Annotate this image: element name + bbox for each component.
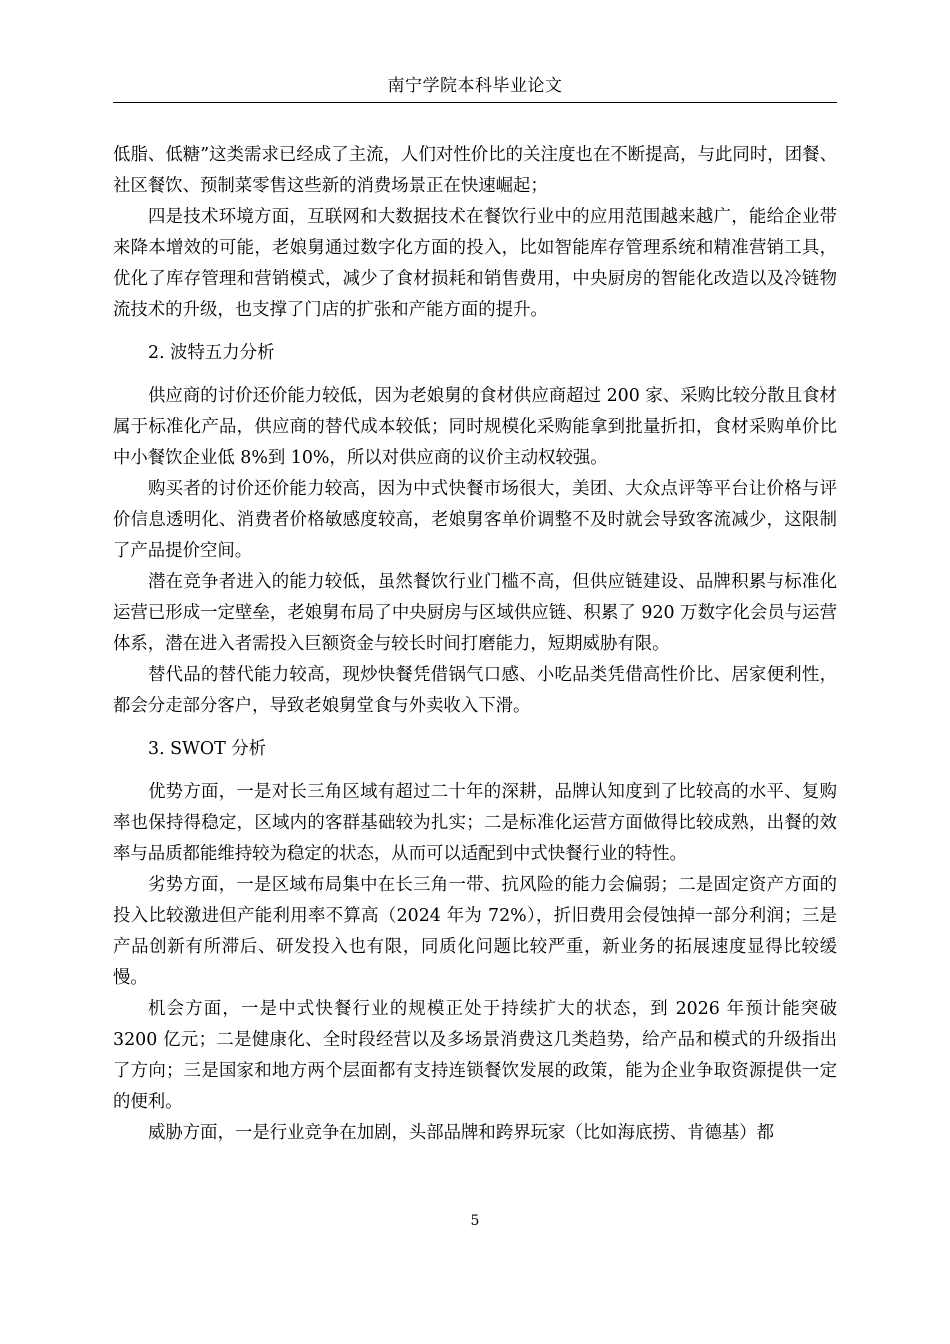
paragraph-continued: 低脂、低糖”这类需求已经成了主流，人们对性价比的关注度也在不断提高，与此同时，团餐、社区餐饮、预制菜零售这些新的消费场景正在快速崛起； [113,145,837,196]
page-number: 5 [470,1213,480,1229]
section-heading-porter-five-forces: 2. 波特五力分析 [148,343,275,363]
paragraph-new-entrants: 潜在竞争者进入的能力较低，虽然餐饮行业门槛不高，但供应链建设、品牌积累与标准化运营已形成一定壁垒，老娘舅布局了中央厨房与区域供应链、积累了 920 万数字化会员与运营体系，潜在进入者需投入巨额资金与较长时间打磨能力，短期威胁有限。 [113,572,837,654]
paragraph-technology-environment: 四是技术环境方面，互联网和大数据技术在餐饮行业中的应用范围越来越广，能给企业带来降本增效的可能，老娘舅通过数字化方面的投入，比如智能库存管理系统和精准营销工具，优化了库存管理和营销模式，减少了食材损耗和销售费用，中央厨房的智能化改造以及冷链物流技术的升级，也支撑了门店的扩张和产能方面的提升。 [113,207,837,320]
header-divider [113,102,837,103]
page-header-title: 南宁学院本科毕业论文 [387,76,563,96]
paragraph-threats: 威胁方面，一是行业竞争在加剧，头部品牌和跨界玩家（比如海底捞、肯德基）都 [148,1123,775,1143]
paragraph-buyer-power: 购买者的讨价还价能力较高，因为中式快餐市场很大，美团、大众点评等平台让价格与评价信息透明化、消费者价格敏感度较高，老娘舅客单价调整不及时就会导致客流减少，这限制了产品提价空间。 [113,479,837,561]
body-text [113,140,837,1149]
paragraph-weaknesses: 劣势方面，一是区域布局集中在长三角一带、抗风险的能力会偏弱；二是固定资产方面的投入比较激进但产能利用率不算高（2024 年为 72%），折旧费用会侵蚀掉一部分利润；三是产品创新有所滞后、研发投入也有限，同质化问题比较严重，新业务的拓展速度显得比较缓慢。 [113,875,837,988]
paragraph-supplier-power: 供应商的讨价还价能力较低，因为老娘舅的食材供应商超过 200 家、采购比较分散且食材属于标准化产品，供应商的替代成本较低；同时规模化采购能拿到批量折扣，食材采购单价比中小餐饮企业低 8%到 10%，所以对供应商的议价主动权较强。 [113,386,837,468]
paragraph-strengths: 优势方面，一是对长三角区域有超过二十年的深耕，品牌认知度到了比较高的水平、复购率也保持得稳定，区域内的客群基础较为扎实；二是标准化运营方面做得比较成熟，出餐的效率与品质都能维持较为稳定的状态，从而可以适配到中式快餐行业的特性。 [113,782,837,864]
section-heading-swot: 3. SWOT 分析 [148,739,267,759]
paragraph-opportunities: 机会方面，一是中式快餐行业的规模正处于持续扩大的状态，到 2026 年预计能突破 3200 亿元；二是健康化、全时段经营以及多场景消费这几类趋势，给产品和模式的升级指出了方向；三是国家和地方两个层面都有支持连锁餐饮发展的政策，能为企业争取资源提供一定的便利。 [113,999,837,1112]
paragraph-substitutes: 替代品的替代能力较高，现炒快餐凭借锅气口感、小吃品类凭借高性价比、居家便利性，都会分走部分客户，导致老娘舅堂食与外卖收入下滑。 [113,665,837,716]
